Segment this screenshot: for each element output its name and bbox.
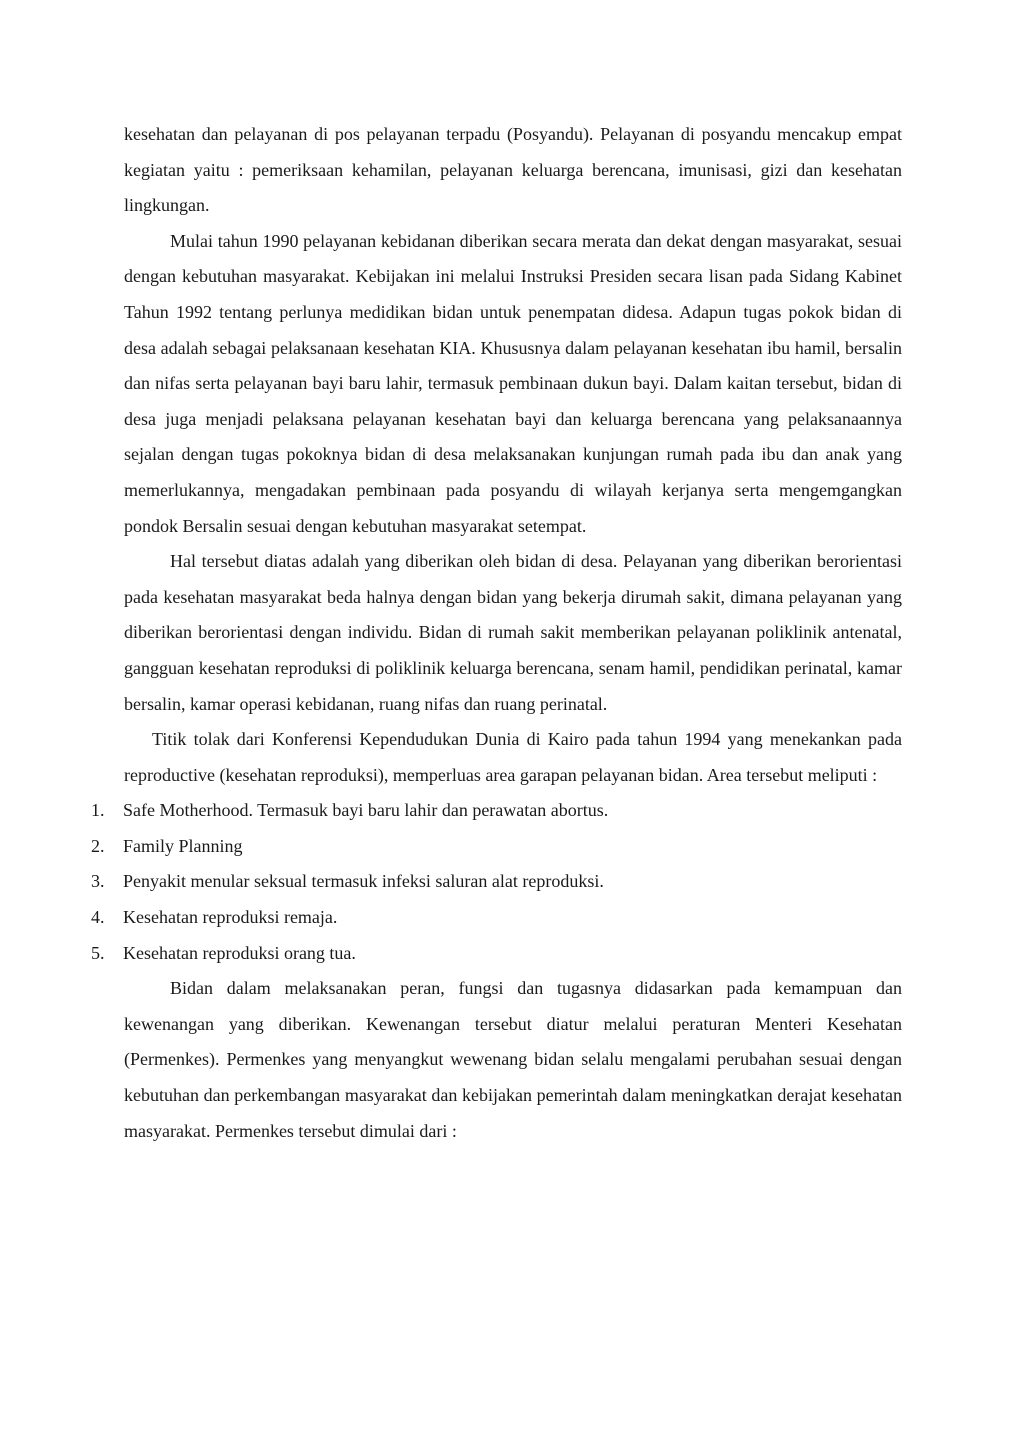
list-text: Kesehatan reproduksi remaja. [123, 907, 338, 928]
list-number: 3. [91, 871, 105, 892]
paragraph-bidan-desa: Mulai tahun 1990 pelayanan kebidanan diberikan secara merata dan dekat dengan masyarakat, sesuai dengan kebutuhan masyarakat. Kebijakan ini melalui Instruksi Presiden secara lisan pada Sidang Kabinet Tahun 1992 tentang perlunya medidikan bidan untuk penempatan didesa. Adapun tugas pokok bidan di desa adalah sebagai pelaksanaan kesehatan KIA. Khususnya dalam pelayanan kesehatan ibu hamil, bersalin dan nifas serta pelayanan bayi baru lahir, termasuk pembinaan dukun bayi. Dalam kaitan tersebut, bidan di desa juga menjadi pelaksana pelayanan kesehatan bayi dan keluarga berencana yang pelaksanaannya sejalan dengan tugas pokoknya bidan di desa melaksanakan kunjungan rumah pada ibu dan anak yang memerlukannya, mengadakan pembinaan pada posyandu di wilayah kerjanya serta mengemgangkan pondok Bersalin sesuai dengan kebutuhan masyarakat setempat. [124, 230, 902, 536]
list-text: Penyakit menular seksual termasuk infeksi saluran alat reproduksi. [123, 871, 604, 892]
paragraph-rumah-sakit: Hal tersebut diatas adalah yang diberikan oleh bidan di desa. Pelayanan yang diberikan berorientasi pada kesehatan masyarakat beda halnya dengan bidan yang bekerja dirumah sakit, dimana pelayanan yang diberikan berorientasi dengan individu. Bidan di rumah sakit memberikan pelayanan poliklinik antenatal, gangguan kesehatan reproduksi di poliklinik keluarga berencana, senam hamil, pendidikan perinatal, kamar bersalin, kamar operasi kebidanan, ruang nifas dan ruang perinatal. [124, 551, 902, 714]
list-number: 5. [91, 942, 105, 963]
list-number: 4. [91, 907, 105, 928]
list-item [91, 829, 901, 865]
list-text: Safe Motherhood. Termasuk bayi baru lahir dan perawatan abortus. [123, 800, 609, 821]
area-list [91, 793, 902, 971]
list-number: 2. [91, 835, 105, 856]
paragraph-kewenangan: Bidan dalam melaksanakan peran, fungsi dan tugasnya didasarkan pada kemampuan dan kewenangan yang diberikan. Kewenangan tersebut diatur melalui peraturan Menteri Kesehatan (Permenkes). Permenkes yang menyangkut wewenang bidan selalu mengalami perubahan sesuai dengan kebutuhan dan perkembangan masyarakat dan kebijakan pemerintah dalam meningkatkan derajat kesehatan masyarakat. Permenkes tersebut dimulai dari : [124, 978, 902, 1141]
paragraph-konferensi-kairo: Titik tolak dari Konferensi Kependudukan Dunia di Kairo pada tahun 1994 yang menekankan pada reproductive (kesehatan reproduksi), memperluas area garapan pelayanan bidan. Area tersebut meliputi : [124, 729, 902, 785]
list-item [91, 900, 901, 936]
list-item [91, 936, 901, 972]
list-item [91, 864, 901, 900]
list-number: 1. [91, 800, 105, 821]
document-body [91, 117, 902, 1149]
list-text: Family Planning [123, 835, 243, 856]
list-item [91, 793, 901, 829]
paragraph-posyandu: kesehatan dan pelayanan di pos pelayanan terpadu (Posyandu). Pelayanan di posyandu mencakup empat kegiatan yaitu : pemeriksaan kehamilan, pelayanan keluarga berencana, imunisasi, gizi dan kesehatan lingkungan. [124, 124, 902, 216]
list-text: Kesehatan reproduksi orang tua. [123, 942, 356, 963]
